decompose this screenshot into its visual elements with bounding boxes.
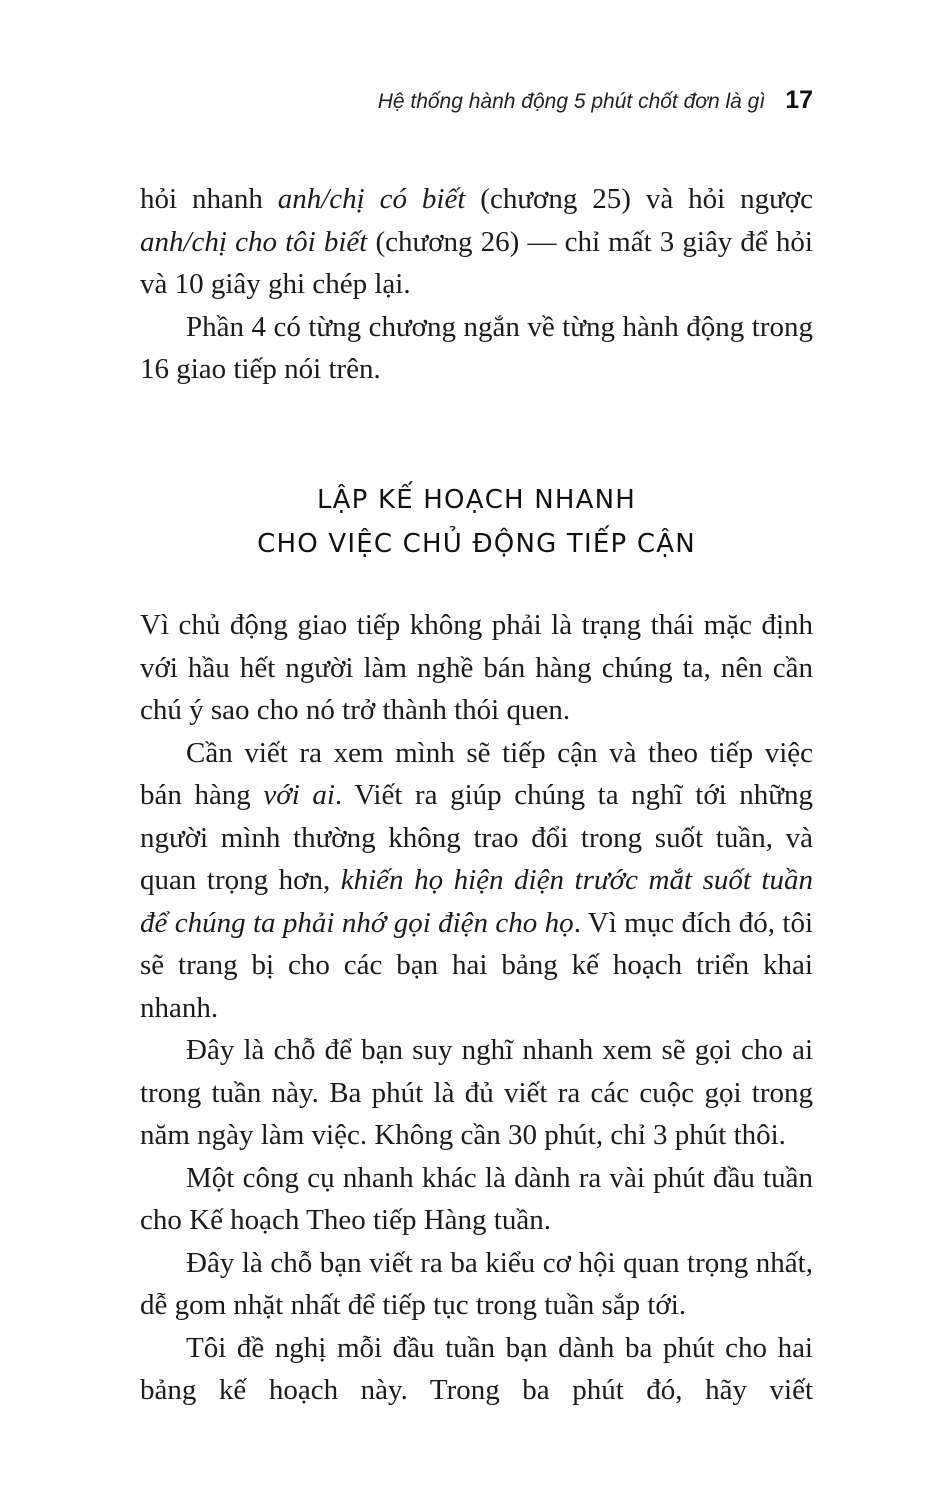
italic-text: với ai	[263, 779, 335, 811]
section-heading	[140, 478, 813, 566]
paragraph: Đây là chỗ để bạn suy nghĩ nhanh xem sẽ gọi cho ai trong tuần này. Ba phút là đủ viết ra các cuộc gọi trong năm ngày làm việc. Không cần 30 phút, chỉ 3 phút thôi.	[140, 1034, 813, 1151]
section-heading-line-1: LẬP KẾ HOẠCH NHANH	[316, 485, 637, 515]
text-run: . Vì mục đích đó, tôi sẽ trang bị cho các bạn hai bảng kế hoạch triển khai nhanh.	[140, 906, 813, 1024]
italic-text: anh/chị có biết	[277, 183, 466, 215]
paragraph	[140, 178, 813, 306]
paragraph: Phần 4 có từng chương ngắn về từng hành động trong 16 giao tiếp nói trên.	[140, 310, 813, 385]
paragraph	[140, 732, 813, 1030]
text-run: . Viết ra giúp chúng ta nghĩ tới những người mình thường không trao đổi trong suốt tuần, và quan trọng hơn,	[140, 779, 813, 896]
section-heading-line-2: CHO VIỆC CHỦ ĐỘNG TIẾP CẬN	[257, 529, 696, 559]
paragraph: Tôi đề nghị mỗi đầu tuần bạn dành ba phút cho hai bảng kế hoạch này. Trong ba phút đó, hãy viết	[140, 1331, 813, 1406]
italic-text: khiến họ hiện diện trước mắt suốt tuần để chúng ta phải nhớ gọi điện cho họ	[140, 864, 813, 939]
running-title: Hệ thống hành động 5 phút chốt đơn là gì	[377, 90, 766, 113]
text-run: hỏi nhanh	[140, 183, 278, 215]
text-run: Cần viết ra xem mình sẽ tiếp cận và theo tiếp việc bán hàng	[140, 736, 813, 811]
paragraph: Vì chủ động giao tiếp không phải là trạng thái mặc định với hầu hết người làm nghề bán hàng chúng ta, nên cần chú ý sao cho nó trở thành thói quen.	[140, 609, 813, 726]
paragraph: Một công cụ nhanh khác là dành ra vài phút đầu tuần cho Kế hoạch Theo tiếp Hàng tuần.	[140, 1161, 813, 1236]
running-header	[378, 86, 813, 115]
text-block-top	[140, 178, 813, 391]
text-run: (chương 26) — chỉ mất 3 giây để hỏi và 10 giây ghi chép lại.	[140, 225, 813, 300]
text-run: (chương 25) và hỏi ngược	[465, 183, 813, 215]
italic-text: anh/chị cho tôi biết	[140, 225, 368, 258]
paragraph: Đây là chỗ bạn viết ra ba kiểu cơ hội quan trọng nhất, dễ gom nhặt nhất để tiếp tục trong tuần sắp tới.	[140, 1246, 813, 1321]
text-block-main	[140, 604, 813, 1412]
page-number: 17	[785, 86, 813, 114]
